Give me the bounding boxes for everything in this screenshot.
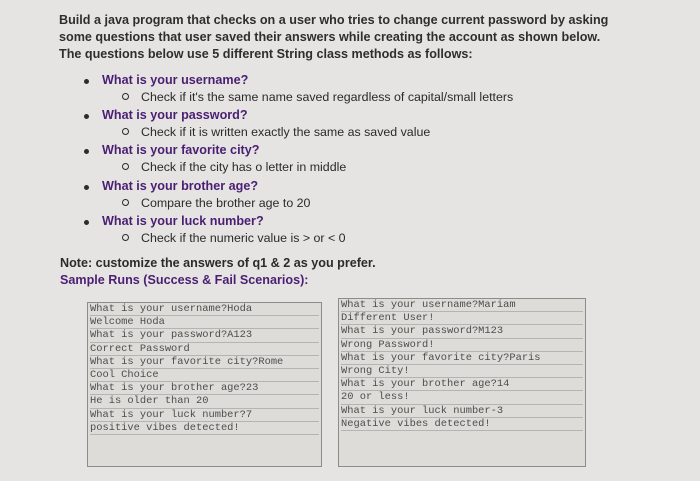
check-rule-text: Check if the city has o letter in middle: [141, 160, 347, 175]
console-line: What is your brother age?14: [341, 378, 583, 391]
bullet-icon: [84, 114, 89, 119]
question-text: What is your password?: [102, 108, 248, 123]
console-line: What is your luck number-3: [341, 405, 583, 418]
console-line: He is older than 20: [90, 395, 319, 408]
circle-bullet-icon: [122, 163, 129, 170]
console-line: Negative vibes detected!: [341, 418, 583, 431]
console-line: What is your password?M123: [341, 325, 583, 338]
note: [60, 256, 376, 270]
console-line: What is your username?Mariam: [341, 299, 583, 312]
fail-run-console: [338, 298, 586, 467]
note-text: customize the answers of q1 & 2 as you prefer.: [92, 256, 376, 270]
check-rule: [122, 196, 310, 210]
question-text: What is your brother age?: [102, 178, 259, 193]
question-text: What is your username?: [102, 73, 249, 87]
console-line: What is your brother age?23: [90, 382, 319, 395]
check-rule-text: Check if it is written exactly the same as saved value: [141, 125, 431, 140]
console-line: What is your favorite city?Paris: [341, 352, 583, 365]
bullet-icon: [84, 149, 89, 154]
circle-bullet-icon: [122, 93, 129, 100]
circle-bullet-icon: [122, 128, 129, 135]
question-text: What is your luck number?: [102, 213, 264, 228]
console-line: Wrong Password!: [341, 339, 583, 352]
assignment-intro: Build a java program that checks on a user who tries to change current password by asking some questions that user saved their answers while creating the account as shown below. The questions below use 5 different String class methods as follows:: [59, 13, 609, 62]
check-rule-text: Check if the numeric value is > or < 0: [141, 230, 346, 245]
console-line: What is your favorite city?Rome: [90, 356, 319, 369]
console-line: positive vibes detected!: [90, 422, 319, 435]
bullet-icon: [84, 79, 89, 84]
check-rule-text: Compare the brother age to 20: [141, 195, 311, 210]
console-line: Correct Password: [90, 343, 319, 356]
check-rule: [122, 160, 346, 174]
console-line: What is your username?Hoda: [90, 303, 319, 316]
circle-bullet-icon: [122, 199, 129, 206]
check-rule: [122, 231, 346, 245]
console-line: What is your luck number?7: [90, 409, 319, 422]
console-line: Welcome Hoda: [90, 316, 319, 329]
sample-runs-heading: Sample Runs (Success & Fail Scenarios):: [60, 273, 309, 287]
question-text: What is your favorite city?: [102, 143, 260, 158]
console-line: Cool Choice: [90, 369, 319, 382]
note-label: Note:: [60, 256, 93, 270]
bullet-icon: [84, 185, 89, 190]
success-run-console: [87, 302, 322, 467]
console-line: Wrong City!: [341, 365, 583, 378]
check-rule-text: Check if it's the same name saved regardless of capital/small letters: [141, 90, 514, 104]
bullet-icon: [84, 220, 89, 225]
circle-bullet-icon: [122, 234, 129, 241]
console-line: What is your password?A123: [90, 329, 319, 342]
console-line: Different User!: [341, 312, 583, 325]
check-rule: [122, 90, 513, 104]
check-rule: [122, 125, 430, 139]
console-line: 20 or less!: [341, 391, 583, 404]
